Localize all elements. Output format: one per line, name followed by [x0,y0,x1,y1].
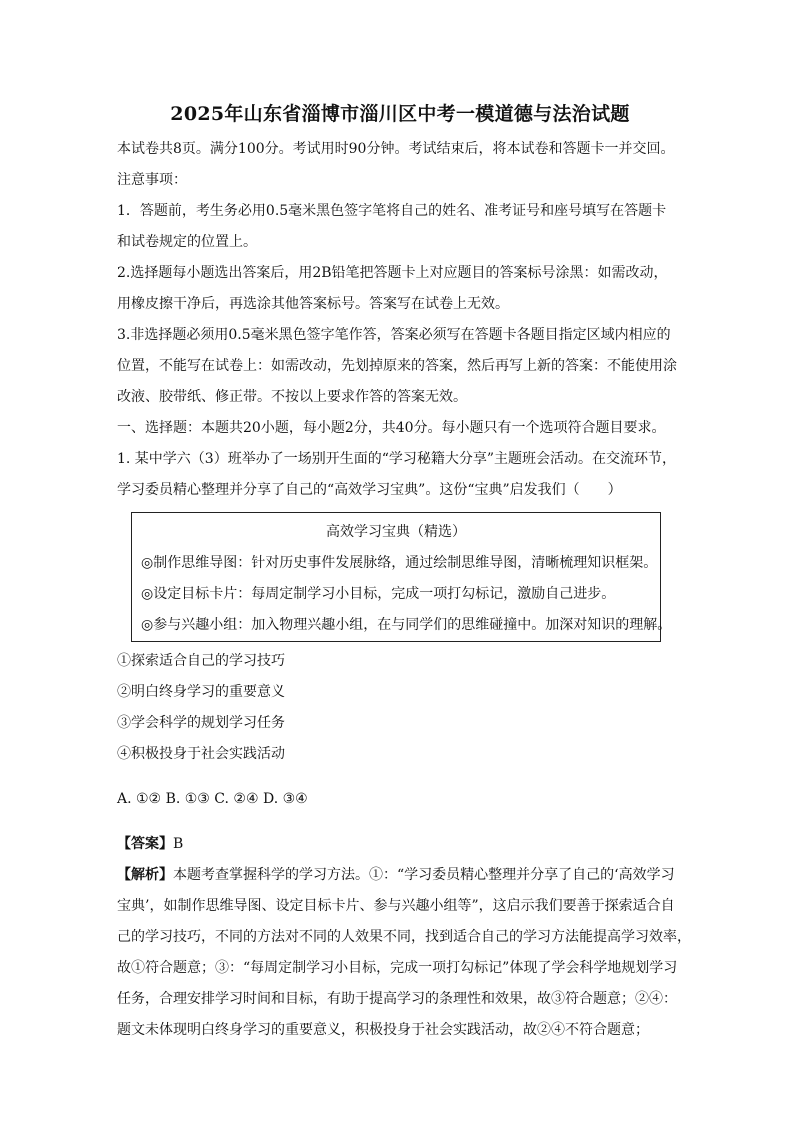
answer-value: B [173,836,184,852]
notice-line: 和试卷规定的位置上。 [117,234,257,250]
analysis-line: 任务，合理安排学习时间和目标，有助于提高学习的条理性和效果，故③符合题意；②④： [117,991,677,1007]
notice-line: 1．答题前，考生务必用0.5毫米黑色签字笔将自己的姓名、准考证号和座号填写在答题卡 [117,203,667,219]
box-item: ◎制作思维导图：针对历史事件发展脉络，通过绘制思维导图，清晰梳理知识框架。 [141,555,658,571]
analysis-line: 题文未体现明白终身学习的重要意义，积极投身于社会实践活动，故②④不符合题意； [117,1022,649,1038]
study-tips-box [131,512,672,642]
answer-line [117,829,683,860]
answer-options: A. ①② B. ①③ C. ②④ D. ③④ [117,791,308,807]
page-title: 2025年山东省淄博市淄川区中考一模道德与法治试题 [170,103,630,125]
notice-line: 改液、胶带纸、修正带。不按以上要求作答的答案无效。 [117,389,467,405]
analysis-line: 己的学习技巧，不同的方法对不同的人效果不同，找到适合自己的学习方法能提高学习效率， [117,929,691,945]
exam-page [117,100,691,1046]
notice-line: 3.非选择题必须用0.5毫米黑色签字笔作答，答案必须写在答题卡各题目指定区域内相应的 [117,327,671,343]
answer-label: 【答案】 [117,836,173,852]
box-item: ◎设定目标卡片：每周定制学习小目标，完成一项打勾标记，激励自己进步。 [141,586,616,602]
statement-item: ③学会科学的规划学习任务 [117,715,285,731]
box-title: 高效学习宝典（精选） [326,524,466,540]
question-stem: 学习委员精心整理并分享了自己的“高效学习宝典”。这份“宝典”启发我们（ ） [117,482,622,498]
analysis-label: 【解析】 [117,867,173,883]
statement-item: ①探索适合自己的学习技巧 [117,653,285,669]
notice-heading: 注意事项： [117,172,187,188]
notice-line: 位置，不能写在试卷上：如需改动，先划掉原来的答案，然后再写上新的答案：不能使用涂 [117,358,677,374]
box-item: ◎参与兴趣小组：加入物理兴趣小组，在与同学们的思维碰撞中。加深对知识的理解。 [141,617,672,633]
notice-line: 2.选择题每小题选出答案后，用2B铅笔把答题卡上对应题目的答案标号涂黑：如需改动， [117,265,668,281]
analysis-line: 宝典’，如制作思维导图、设定目标卡片、参与兴趣小组等”，这启示我们要善于探索适合自 [117,898,675,914]
statement-item: ②明白终身学习的重要意义 [117,684,285,700]
analysis-line: 故①符合题意；③：“每周定制学习小目标，完成一项打勾标记”体现了学会科学地规划学习 [117,960,678,976]
question-stem: 1. 某中学六（3）班举办了一场别开生面的“学习秘籍大分享”主题班会活动。在交流环节， [117,451,677,467]
statement-item: ④积极投身于社会实践活动 [117,746,285,762]
section-heading: 一、选择题：本题共20小题，每小题2分，共40分。每小题只有一个选项符合题目要求。 [117,420,666,436]
notice-line: 用橡皮擦干净后，再选涂其他答案标号。答案写在试卷上无效。 [117,296,509,312]
analysis-text: 本题考查掌握科学的学习方法。①：“学习委员精心整理并分享了自己的‘高效学习 [173,867,675,883]
analysis-line [117,860,683,891]
intro-text: 本试卷共8页。满分100分。考试用时90分钟。考试结束后，将本试卷和答题卡一并交回。 [117,141,675,157]
